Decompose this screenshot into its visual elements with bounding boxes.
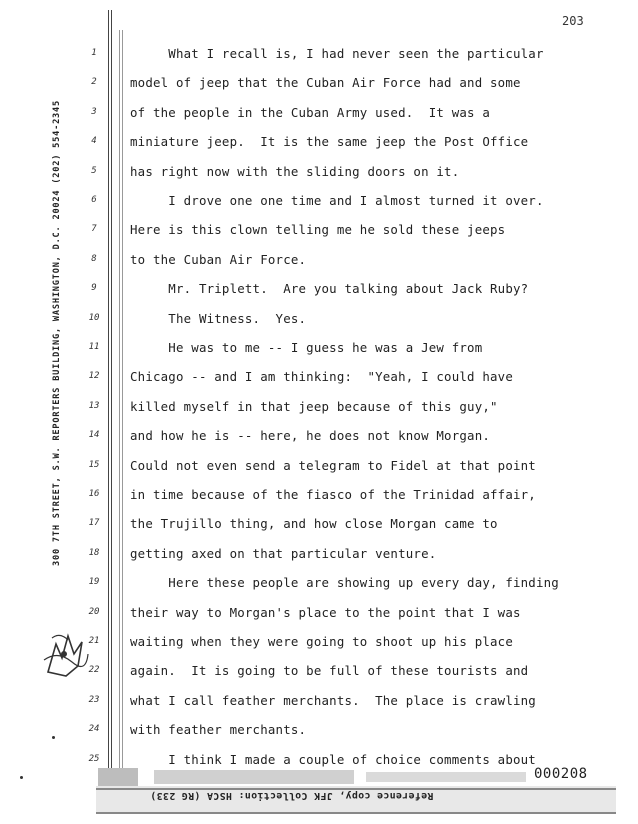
line-number: 12 — [88, 371, 100, 381]
line-number: 23 — [88, 695, 100, 705]
line-number: 10 — [88, 313, 100, 323]
transcript-line: What I recall is, I had never seen the particular — [130, 46, 544, 61]
line-number: 5 — [91, 166, 97, 176]
transcript-line: and how he is -- here, he does not know Morgan. — [130, 428, 491, 443]
line-number: 19 — [88, 577, 100, 587]
transcript-line: Here is this clown telling me he sold these jeeps — [130, 222, 506, 237]
line-number: 18 — [88, 548, 100, 558]
transcript-line: of the people in the Cuban Army used. It was a — [130, 105, 491, 120]
notary-seal-mark — [38, 624, 94, 684]
transcript-line: Here these people are showing up every day, finding — [130, 575, 559, 590]
transcript-line: getting axed on that particular venture. — [130, 546, 437, 561]
transcript-line: in time because of the fiasco of the Trinidad affair, — [130, 487, 536, 502]
reporter-address-sidebar: 300 7TH STREET, S.W. REPORTERS BUILDING, WASHINGTON, D.C. 20024 (202) 554-2345 — [52, 100, 62, 566]
line-number: 22 — [88, 665, 100, 675]
line-number: 11 — [88, 342, 100, 352]
transcript-line: what I call feather merchants. The place is crawling — [130, 693, 536, 708]
transcript-line: to the Cuban Air Force. — [130, 252, 307, 267]
document-number: 000208 — [534, 766, 588, 782]
line-number: 21 — [88, 636, 100, 646]
transcript-line: waiting when they were going to shoot up his place — [130, 634, 513, 649]
transcript-line: I think I made a couple of choice comments about — [130, 752, 536, 767]
line-number: 15 — [88, 460, 100, 470]
reference-copy-stamp: Reference copy, JFK Collection: HSCA (RG 233) — [150, 790, 434, 801]
line-number: 20 — [88, 607, 100, 617]
transcript-line: their way to Morgan's place to the point that I was — [130, 605, 521, 620]
transcript-line: I drove one one time and I almost turned it over. — [130, 193, 544, 208]
line-number: 6 — [91, 195, 97, 205]
page-number: 203 — [562, 14, 584, 28]
line-number: 9 — [91, 283, 97, 293]
line-number: 1 — [91, 48, 97, 58]
transcript-line: Could not even send a telegram to Fidel at that point — [130, 458, 536, 473]
line-number: 17 — [88, 518, 100, 528]
line-number: 16 — [88, 489, 100, 499]
margin-rule — [122, 30, 123, 770]
line-number: 25 — [88, 754, 100, 764]
transcript-line: The Witness. Yes. — [130, 311, 307, 326]
line-number: 4 — [91, 136, 97, 146]
scan-speck — [20, 776, 23, 779]
scan-speck — [52, 736, 55, 739]
transcript-line: Chicago -- and I am thinking: "Yeah, I could have — [130, 369, 513, 384]
margin-rule — [108, 10, 109, 780]
transcript-line: killed myself in that jeep because of this guy," — [130, 399, 498, 414]
transcript-line: has right now with the sliding doors on it. — [130, 164, 460, 179]
line-number: 7 — [91, 224, 97, 234]
transcript-line: again. It is going to be full of these tourists and — [130, 663, 529, 678]
line-number: 2 — [91, 77, 97, 87]
transcript-line: miniature jeep. It is the same jeep the Post Office — [130, 134, 529, 149]
line-number: 24 — [88, 724, 100, 734]
transcript-line: Mr. Triplett. Are you talking about Jack Ruby? — [130, 281, 529, 296]
line-number: 8 — [91, 254, 97, 264]
line-number: 3 — [91, 107, 97, 117]
transcript-line: He was to me -- I guess he was a Jew from — [130, 340, 483, 355]
margin-rule — [111, 10, 112, 780]
margin-rule — [119, 30, 120, 770]
transcript-line: with feather merchants. — [130, 722, 307, 737]
transcript-line: model of jeep that the Cuban Air Force had and some — [130, 75, 521, 90]
line-number: 13 — [88, 401, 100, 411]
line-number: 14 — [88, 430, 100, 440]
transcript-line: the Trujillo thing, and how close Morgan came to — [130, 516, 498, 531]
